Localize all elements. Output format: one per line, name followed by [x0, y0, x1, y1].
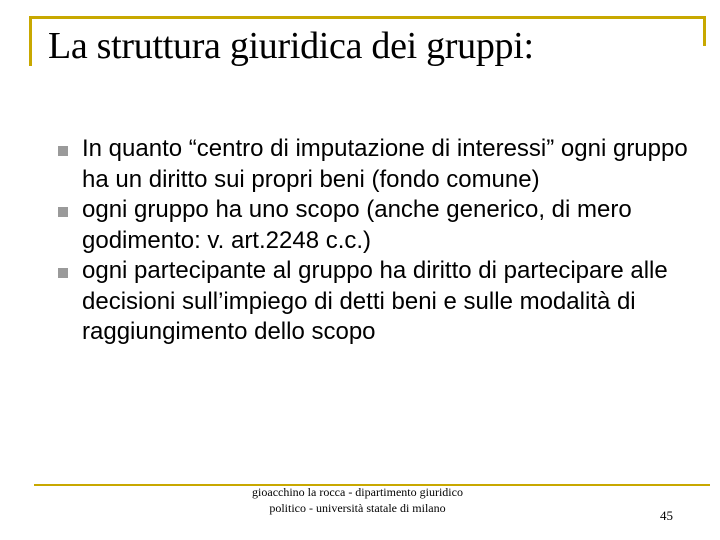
title-left-rule [29, 16, 32, 66]
bullet-text: ogni partecipante al gruppo ha diritto di partecipare alle decisioni sull’impiego di detti beni e sulle modalità di raggiungimento dello scopo [82, 257, 668, 345]
title-top-rule [29, 16, 706, 19]
bullet-text: In quanto “centro di imputazione di interessi” ogni gruppo ha un diritto sui propri beni (fondo comune) [82, 135, 688, 193]
square-bullet-icon [58, 146, 68, 156]
page-number: 45 [660, 508, 673, 523]
bullet-text: ogni gruppo ha uno scopo (anche generico, di mero godimento: v. art.2248 c.c.) [82, 196, 632, 254]
bullet-item [58, 195, 698, 256]
slide-title: La struttura giuridica dei gruppi: [48, 25, 534, 67]
square-bullet-icon [58, 207, 68, 217]
footer-text: gioacchino la rocca - dipartimento giuridico politico - università statale di milano [252, 485, 463, 515]
bullet-item [58, 134, 698, 195]
title-right-rule [703, 16, 706, 46]
bullet-list [58, 134, 698, 348]
bullet-item [58, 256, 698, 348]
square-bullet-icon [58, 268, 68, 278]
